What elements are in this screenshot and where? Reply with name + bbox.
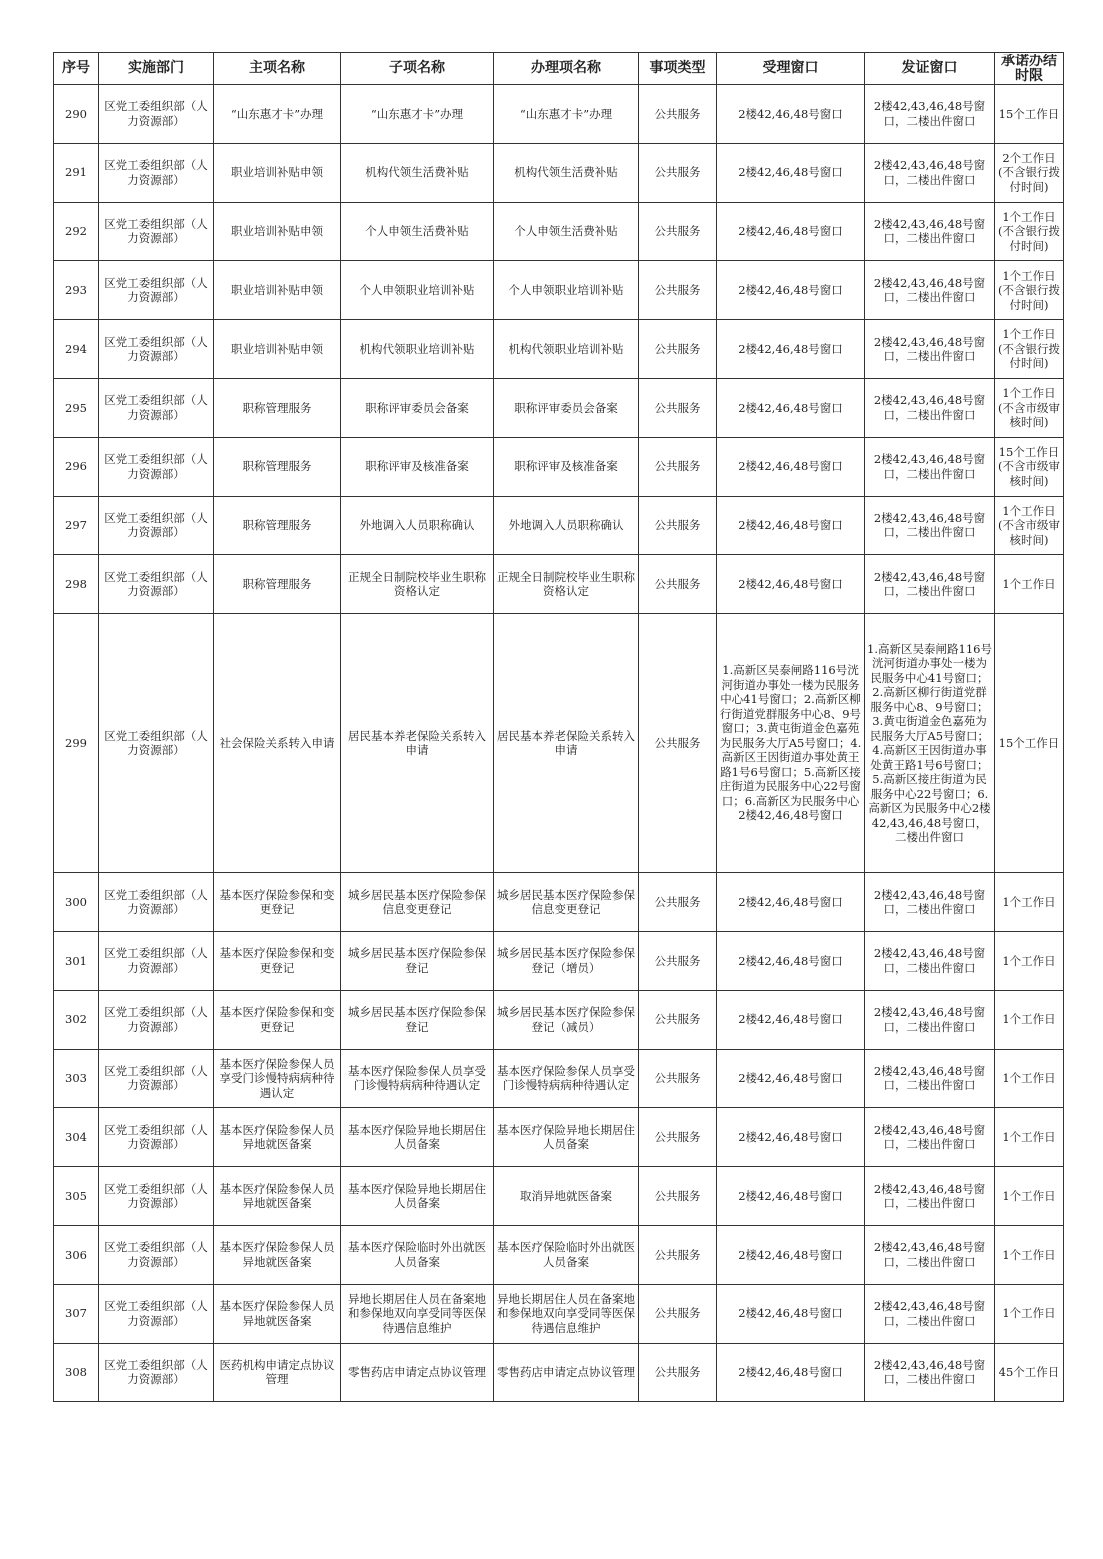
col-header-time-limit bbox=[995, 53, 1064, 85]
item-type-cell: 公共服务 bbox=[639, 873, 717, 932]
certificate-window-cell: 2楼42,43,46,48号窗口，二楼出件窗口 bbox=[865, 1284, 995, 1343]
department-cell: 区党工委组织部（人力资源部） bbox=[99, 873, 214, 932]
table-row bbox=[54, 1225, 1064, 1284]
row-index-cell: 305 bbox=[54, 1167, 99, 1226]
handling-item-cell: 机构代领职业培训补贴 bbox=[494, 320, 639, 379]
acceptance-window-cell: 2楼42,46,48号窗口 bbox=[717, 437, 865, 496]
department-cell: 区党工委组织部（人力资源部） bbox=[99, 85, 214, 144]
row-index-cell: 306 bbox=[54, 1225, 99, 1284]
header-row bbox=[54, 53, 1064, 85]
row-index-cell: 299 bbox=[54, 614, 99, 873]
acceptance-window-cell: 2楼42,46,48号窗口 bbox=[717, 143, 865, 202]
acceptance-window-cell: 2楼42,46,48号窗口 bbox=[717, 85, 865, 144]
handling-item-cell: 正规全日制院校毕业生职称资格认定 bbox=[494, 555, 639, 614]
item-type-cell: 公共服务 bbox=[639, 320, 717, 379]
department-cell: 区党工委组织部（人力资源部） bbox=[99, 931, 214, 990]
main-item-cell: 基本医疗保险参保人员异地就医备案 bbox=[214, 1284, 341, 1343]
item-type-cell: 公共服务 bbox=[639, 555, 717, 614]
col-header-certificate-window: 发证窗口 bbox=[865, 53, 995, 85]
department-cell: 区党工委组织部（人力资源部） bbox=[99, 1167, 214, 1226]
item-type-cell: 公共服务 bbox=[639, 143, 717, 202]
certificate-window-cell: 2楼42,43,46,48号窗口，二楼出件窗口 bbox=[865, 555, 995, 614]
department-cell: 区党工委组织部（人力资源部） bbox=[99, 1049, 214, 1108]
certificate-window-cell: 2楼42,43,46,48号窗口，二楼出件窗口 bbox=[865, 143, 995, 202]
certificate-window-cell: 2楼42,43,46,48号窗口，二楼出件窗口 bbox=[865, 320, 995, 379]
acceptance-window-cell: 2楼42,46,48号窗口 bbox=[717, 1108, 865, 1167]
department-cell: 区党工委组织部（人力资源部） bbox=[99, 555, 214, 614]
acceptance-window-cell: 2楼42,46,48号窗口 bbox=[717, 202, 865, 261]
row-index-cell: 307 bbox=[54, 1284, 99, 1343]
item-type-cell: 公共服务 bbox=[639, 496, 717, 555]
handling-item-cell: 外地调入人员职称确认 bbox=[494, 496, 639, 555]
handling-item-cell: 个人申领职业培训补贴 bbox=[494, 261, 639, 320]
table-row bbox=[54, 85, 1064, 144]
time-limit-cell: 45个工作日 bbox=[995, 1343, 1064, 1402]
col-header-sub-item: 子项名称 bbox=[341, 53, 494, 85]
table-row bbox=[54, 1343, 1064, 1402]
item-type-cell: 公共服务 bbox=[639, 85, 717, 144]
main-item-cell: 基本医疗保险参保人员异地就医备案 bbox=[214, 1167, 341, 1226]
certificate-window-cell: 2楼42,43,46,48号窗口，二楼出件窗口 bbox=[865, 1049, 995, 1108]
item-type-cell: 公共服务 bbox=[639, 931, 717, 990]
row-index-cell: 297 bbox=[54, 496, 99, 555]
certificate-window-cell: 2楼42,43,46,48号窗口，二楼出件窗口 bbox=[865, 1167, 995, 1226]
acceptance-window-cell: 2楼42,46,48号窗口 bbox=[717, 873, 865, 932]
item-type-cell: 公共服务 bbox=[639, 1343, 717, 1402]
sub-item-cell: 城乡居民基本医疗保险参保信息变更登记 bbox=[341, 873, 494, 932]
time-limit-cell: 1个工作日 bbox=[995, 873, 1064, 932]
acceptance-window-cell: 2楼42,46,48号窗口 bbox=[717, 1284, 865, 1343]
col-header-department: 实施部门 bbox=[99, 53, 214, 85]
time-limit-cell: 15个工作日(不含市级审核时间) bbox=[995, 437, 1064, 496]
certificate-window-cell: 2楼42,43,46,48号窗口，二楼出件窗口 bbox=[865, 496, 995, 555]
row-index-cell: 308 bbox=[54, 1343, 99, 1402]
certificate-window-cell: 2楼42,43,46,48号窗口，二楼出件窗口 bbox=[865, 1225, 995, 1284]
acceptance-window-cell: 2楼42,46,48号窗口 bbox=[717, 1049, 865, 1108]
main-item-cell: 职称管理服务 bbox=[214, 555, 341, 614]
time-limit-cell: 2个工作日(不含银行拨付时间) bbox=[995, 143, 1064, 202]
time-limit-cell: 1个工作日(不含银行拨付时间) bbox=[995, 261, 1064, 320]
handling-item-cell: 零售药店申请定点协议管理 bbox=[494, 1343, 639, 1402]
main-item-cell: 职称管理服务 bbox=[214, 378, 341, 437]
department-cell: 区党工委组织部（人力资源部） bbox=[99, 1108, 214, 1167]
item-type-cell: 公共服务 bbox=[639, 990, 717, 1049]
sub-item-cell: 基本医疗保险异地长期居住人员备案 bbox=[341, 1167, 494, 1226]
main-item-cell: 职业培训补贴申领 bbox=[214, 320, 341, 379]
main-item-cell: 职业培训补贴申领 bbox=[214, 261, 341, 320]
item-type-cell: 公共服务 bbox=[639, 1108, 717, 1167]
service-items-table bbox=[53, 52, 1064, 1402]
handling-item-cell: 城乡居民基本医疗保险参保登记（增员） bbox=[494, 931, 639, 990]
main-item-cell: 基本医疗保险参保人员享受门诊慢特病病种待遇认定 bbox=[214, 1049, 341, 1108]
col-header-main-item: 主项名称 bbox=[214, 53, 341, 85]
row-index-cell: 304 bbox=[54, 1108, 99, 1167]
sub-item-cell: 职称评审委员会备案 bbox=[341, 378, 494, 437]
main-item-cell: 基本医疗保险参保和变更登记 bbox=[214, 990, 341, 1049]
department-cell: 区党工委组织部（人力资源部） bbox=[99, 378, 214, 437]
main-item-cell: 基本医疗保险参保人员异地就医备案 bbox=[214, 1108, 341, 1167]
col-header-item-type: 事项类型 bbox=[639, 53, 717, 85]
handling-item-cell: 基本医疗保险临时外出就医人员备案 bbox=[494, 1225, 639, 1284]
sub-item-cell: 个人申领职业培训补贴 bbox=[341, 261, 494, 320]
item-type-cell: 公共服务 bbox=[639, 1167, 717, 1226]
main-item-cell: 职称管理服务 bbox=[214, 437, 341, 496]
sub-item-cell: 异地长期居住人员在备案地和参保地双向享受同等医保待遇信息维护 bbox=[341, 1284, 494, 1343]
table-row bbox=[54, 873, 1064, 932]
table-row bbox=[54, 1049, 1064, 1108]
acceptance-window-cell: 2楼42,46,48号窗口 bbox=[717, 261, 865, 320]
certificate-window-cell: 2楼42,43,46,48号窗口，二楼出件窗口 bbox=[865, 1343, 995, 1402]
handling-item-cell: 个人申领生活费补贴 bbox=[494, 202, 639, 261]
sub-item-cell: 城乡居民基本医疗保险参保登记 bbox=[341, 931, 494, 990]
handling-item-cell: 机构代领生活费补贴 bbox=[494, 143, 639, 202]
time-limit-cell: 1个工作日 bbox=[995, 990, 1064, 1049]
certificate-window-cell: 2楼42,43,46,48号窗口，二楼出件窗口 bbox=[865, 437, 995, 496]
handling-item-cell: 居民基本养老保险关系转入申请 bbox=[494, 614, 639, 873]
main-item-cell: “山东惠才卡”办理 bbox=[214, 85, 341, 144]
acceptance-window-cell: 2楼42,46,48号窗口 bbox=[717, 320, 865, 379]
sub-item-cell: “山东惠才卡”办理 bbox=[341, 85, 494, 144]
department-cell: 区党工委组织部（人力资源部） bbox=[99, 1225, 214, 1284]
department-cell: 区党工委组织部（人力资源部） bbox=[99, 143, 214, 202]
item-type-cell: 公共服务 bbox=[639, 202, 717, 261]
item-type-cell: 公共服务 bbox=[639, 614, 717, 873]
table-row bbox=[54, 1108, 1064, 1167]
handling-item-cell: 基本医疗保险参保人员享受门诊慢特病病种待遇认定 bbox=[494, 1049, 639, 1108]
item-type-cell: 公共服务 bbox=[639, 1049, 717, 1108]
certificate-window-cell: 2楼42,43,46,48号窗口，二楼出件窗口 bbox=[865, 378, 995, 437]
col-header-time-limit-text: 承诺办结时限 bbox=[1001, 54, 1057, 84]
sub-item-cell: 零售药店申请定点协议管理 bbox=[341, 1343, 494, 1402]
item-type-cell: 公共服务 bbox=[639, 1225, 717, 1284]
table-row bbox=[54, 202, 1064, 261]
item-type-cell: 公共服务 bbox=[639, 437, 717, 496]
department-cell: 区党工委组织部（人力资源部） bbox=[99, 437, 214, 496]
item-type-cell: 公共服务 bbox=[639, 1284, 717, 1343]
table-row bbox=[54, 1167, 1064, 1226]
row-index-cell: 300 bbox=[54, 873, 99, 932]
row-index-cell: 294 bbox=[54, 320, 99, 379]
time-limit-cell: 1个工作日 bbox=[995, 1284, 1064, 1343]
acceptance-window-cell: 2楼42,46,48号窗口 bbox=[717, 1343, 865, 1402]
department-cell: 区党工委组织部（人力资源部） bbox=[99, 496, 214, 555]
certificate-window-cell: 2楼42,43,46,48号窗口，二楼出件窗口 bbox=[865, 931, 995, 990]
handling-item-cell: 职称评审及核准备案 bbox=[494, 437, 639, 496]
item-type-cell: 公共服务 bbox=[639, 261, 717, 320]
table-row bbox=[54, 320, 1064, 379]
sub-item-cell: 个人申领生活费补贴 bbox=[341, 202, 494, 261]
row-index-cell: 293 bbox=[54, 261, 99, 320]
handling-item-cell: 基本医疗保险异地长期居住人员备案 bbox=[494, 1108, 639, 1167]
table-row bbox=[54, 614, 1064, 873]
col-header-handling-item: 办理项名称 bbox=[494, 53, 639, 85]
acceptance-window-cell: 2楼42,46,48号窗口 bbox=[717, 555, 865, 614]
table-row bbox=[54, 990, 1064, 1049]
certificate-window-cell: 2楼42,43,46,48号窗口，二楼出件窗口 bbox=[865, 85, 995, 144]
col-header-acceptance-window: 受理窗口 bbox=[717, 53, 865, 85]
time-limit-cell: 1个工作日(不含银行拨付时间) bbox=[995, 320, 1064, 379]
main-item-cell: 医药机构申请定点协议管理 bbox=[214, 1343, 341, 1402]
table-row bbox=[54, 931, 1064, 990]
acceptance-window-cell: 2楼42,46,48号窗口 bbox=[717, 496, 865, 555]
time-limit-cell: 1个工作日 bbox=[995, 931, 1064, 990]
sub-item-cell: 城乡居民基本医疗保险参保登记 bbox=[341, 990, 494, 1049]
department-cell: 区党工委组织部（人力资源部） bbox=[99, 1284, 214, 1343]
time-limit-cell: 1个工作日 bbox=[995, 1167, 1064, 1226]
sub-item-cell: 基本医疗保险参保人员享受门诊慢特病病种待遇认定 bbox=[341, 1049, 494, 1108]
main-item-cell: 职业培训补贴申领 bbox=[214, 202, 341, 261]
table-row bbox=[54, 261, 1064, 320]
row-index-cell: 298 bbox=[54, 555, 99, 614]
item-type-cell: 公共服务 bbox=[639, 378, 717, 437]
time-limit-cell: 1个工作日(不含银行拨付时间) bbox=[995, 202, 1064, 261]
time-limit-cell: 15个工作日 bbox=[995, 85, 1064, 144]
table-row bbox=[54, 496, 1064, 555]
main-item-cell: 基本医疗保险参保和变更登记 bbox=[214, 873, 341, 932]
handling-item-cell: 取消异地就医备案 bbox=[494, 1167, 639, 1226]
table-row bbox=[54, 1284, 1064, 1343]
time-limit-cell: 1个工作日 bbox=[995, 1225, 1064, 1284]
department-cell: 区党工委组织部（人力资源部） bbox=[99, 320, 214, 379]
handling-item-cell: 异地长期居住人员在备案地和参保地双向享受同等医保待遇信息维护 bbox=[494, 1284, 639, 1343]
main-item-cell: 职业培训补贴申领 bbox=[214, 143, 341, 202]
certificate-window-cell: 2楼42,43,46,48号窗口，二楼出件窗口 bbox=[865, 261, 995, 320]
sub-item-cell: 外地调入人员职称确认 bbox=[341, 496, 494, 555]
sub-item-cell: 居民基本养老保险关系转入申请 bbox=[341, 614, 494, 873]
certificate-window-cell: 2楼42,43,46,48号窗口，二楼出件窗口 bbox=[865, 1108, 995, 1167]
main-item-cell: 职称管理服务 bbox=[214, 496, 341, 555]
department-cell: 区党工委组织部（人力资源部） bbox=[99, 614, 214, 873]
table-row bbox=[54, 143, 1064, 202]
sub-item-cell: 基本医疗保险异地长期居住人员备案 bbox=[341, 1108, 494, 1167]
handling-item-cell: “山东惠才卡”办理 bbox=[494, 85, 639, 144]
acceptance-window-cell: 2楼42,46,48号窗口 bbox=[717, 931, 865, 990]
table-row bbox=[54, 378, 1064, 437]
acceptance-window-cell: 2楼42,46,48号窗口 bbox=[717, 990, 865, 1049]
certificate-window-cell: 2楼42,43,46,48号窗口，二楼出件窗口 bbox=[865, 990, 995, 1049]
sub-item-cell: 正规全日制院校毕业生职称资格认定 bbox=[341, 555, 494, 614]
acceptance-window-cell: 2楼42,46,48号窗口 bbox=[717, 378, 865, 437]
row-index-cell: 296 bbox=[54, 437, 99, 496]
certificate-window-cell: 2楼42,43,46,48号窗口，二楼出件窗口 bbox=[865, 202, 995, 261]
time-limit-cell: 15个工作日 bbox=[995, 614, 1064, 873]
time-limit-cell: 1个工作日(不含市级审核时间) bbox=[995, 496, 1064, 555]
time-limit-cell: 1个工作日(不含市级审核时间) bbox=[995, 378, 1064, 437]
sub-item-cell: 机构代领生活费补贴 bbox=[341, 143, 494, 202]
row-index-cell: 291 bbox=[54, 143, 99, 202]
certificate-window-cell: 1.高新区吴泰闸路116号洸河街道办事处一楼为民服务中心41号窗口；2.高新区柳行街道党群服务中心8、9号窗口；3.黄屯街道金色嘉苑为民服务大厅A5号窗口；4.高新区王因街道办事处黄王路1号6号窗口；5.高新区接庄街道为民服务中心22号窗口；6.高新区为民服务中心2楼42,43,46,48号窗口，二楼出件窗口 bbox=[865, 614, 995, 873]
time-limit-cell: 1个工作日 bbox=[995, 1108, 1064, 1167]
department-cell: 区党工委组织部（人力资源部） bbox=[99, 202, 214, 261]
acceptance-window-cell: 1.高新区吴泰闸路116号洸河街道办事处一楼为民服务中心41号窗口；2.高新区柳行街道党群服务中心8、9号窗口；3.黄屯街道金色嘉苑为民服务大厅A5号窗口；4.高新区王因街道办事处黄王路1号6号窗口；5.高新区接庄街道为民服务中心22号窗口；6.高新区为民服务中心2楼42,46,48号窗口 bbox=[717, 614, 865, 873]
handling-item-cell: 城乡居民基本医疗保险参保信息变更登记 bbox=[494, 873, 639, 932]
table-row bbox=[54, 555, 1064, 614]
row-index-cell: 290 bbox=[54, 85, 99, 144]
row-index-cell: 295 bbox=[54, 378, 99, 437]
row-index-cell: 292 bbox=[54, 202, 99, 261]
time-limit-cell: 1个工作日 bbox=[995, 555, 1064, 614]
sub-item-cell: 基本医疗保险临时外出就医人员备案 bbox=[341, 1225, 494, 1284]
time-limit-cell: 1个工作日 bbox=[995, 1049, 1064, 1108]
row-index-cell: 302 bbox=[54, 990, 99, 1049]
main-item-cell: 基本医疗保险参保人员异地就医备案 bbox=[214, 1225, 341, 1284]
sub-item-cell: 机构代领职业培训补贴 bbox=[341, 320, 494, 379]
row-index-cell: 301 bbox=[54, 931, 99, 990]
col-header-index: 序号 bbox=[54, 53, 99, 85]
certificate-window-cell: 2楼42,43,46,48号窗口，二楼出件窗口 bbox=[865, 873, 995, 932]
department-cell: 区党工委组织部（人力资源部） bbox=[99, 990, 214, 1049]
sub-item-cell: 职称评审及核准备案 bbox=[341, 437, 494, 496]
main-item-cell: 社会保险关系转入申请 bbox=[214, 614, 341, 873]
acceptance-window-cell: 2楼42,46,48号窗口 bbox=[717, 1167, 865, 1226]
department-cell: 区党工委组织部（人力资源部） bbox=[99, 261, 214, 320]
handling-item-cell: 城乡居民基本医疗保险参保登记（减员） bbox=[494, 990, 639, 1049]
main-item-cell: 基本医疗保险参保和变更登记 bbox=[214, 931, 341, 990]
department-cell: 区党工委组织部（人力资源部） bbox=[99, 1343, 214, 1402]
row-index-cell: 303 bbox=[54, 1049, 99, 1108]
acceptance-window-cell: 2楼42,46,48号窗口 bbox=[717, 1225, 865, 1284]
table-row bbox=[54, 437, 1064, 496]
handling-item-cell: 职称评审委员会备案 bbox=[494, 378, 639, 437]
